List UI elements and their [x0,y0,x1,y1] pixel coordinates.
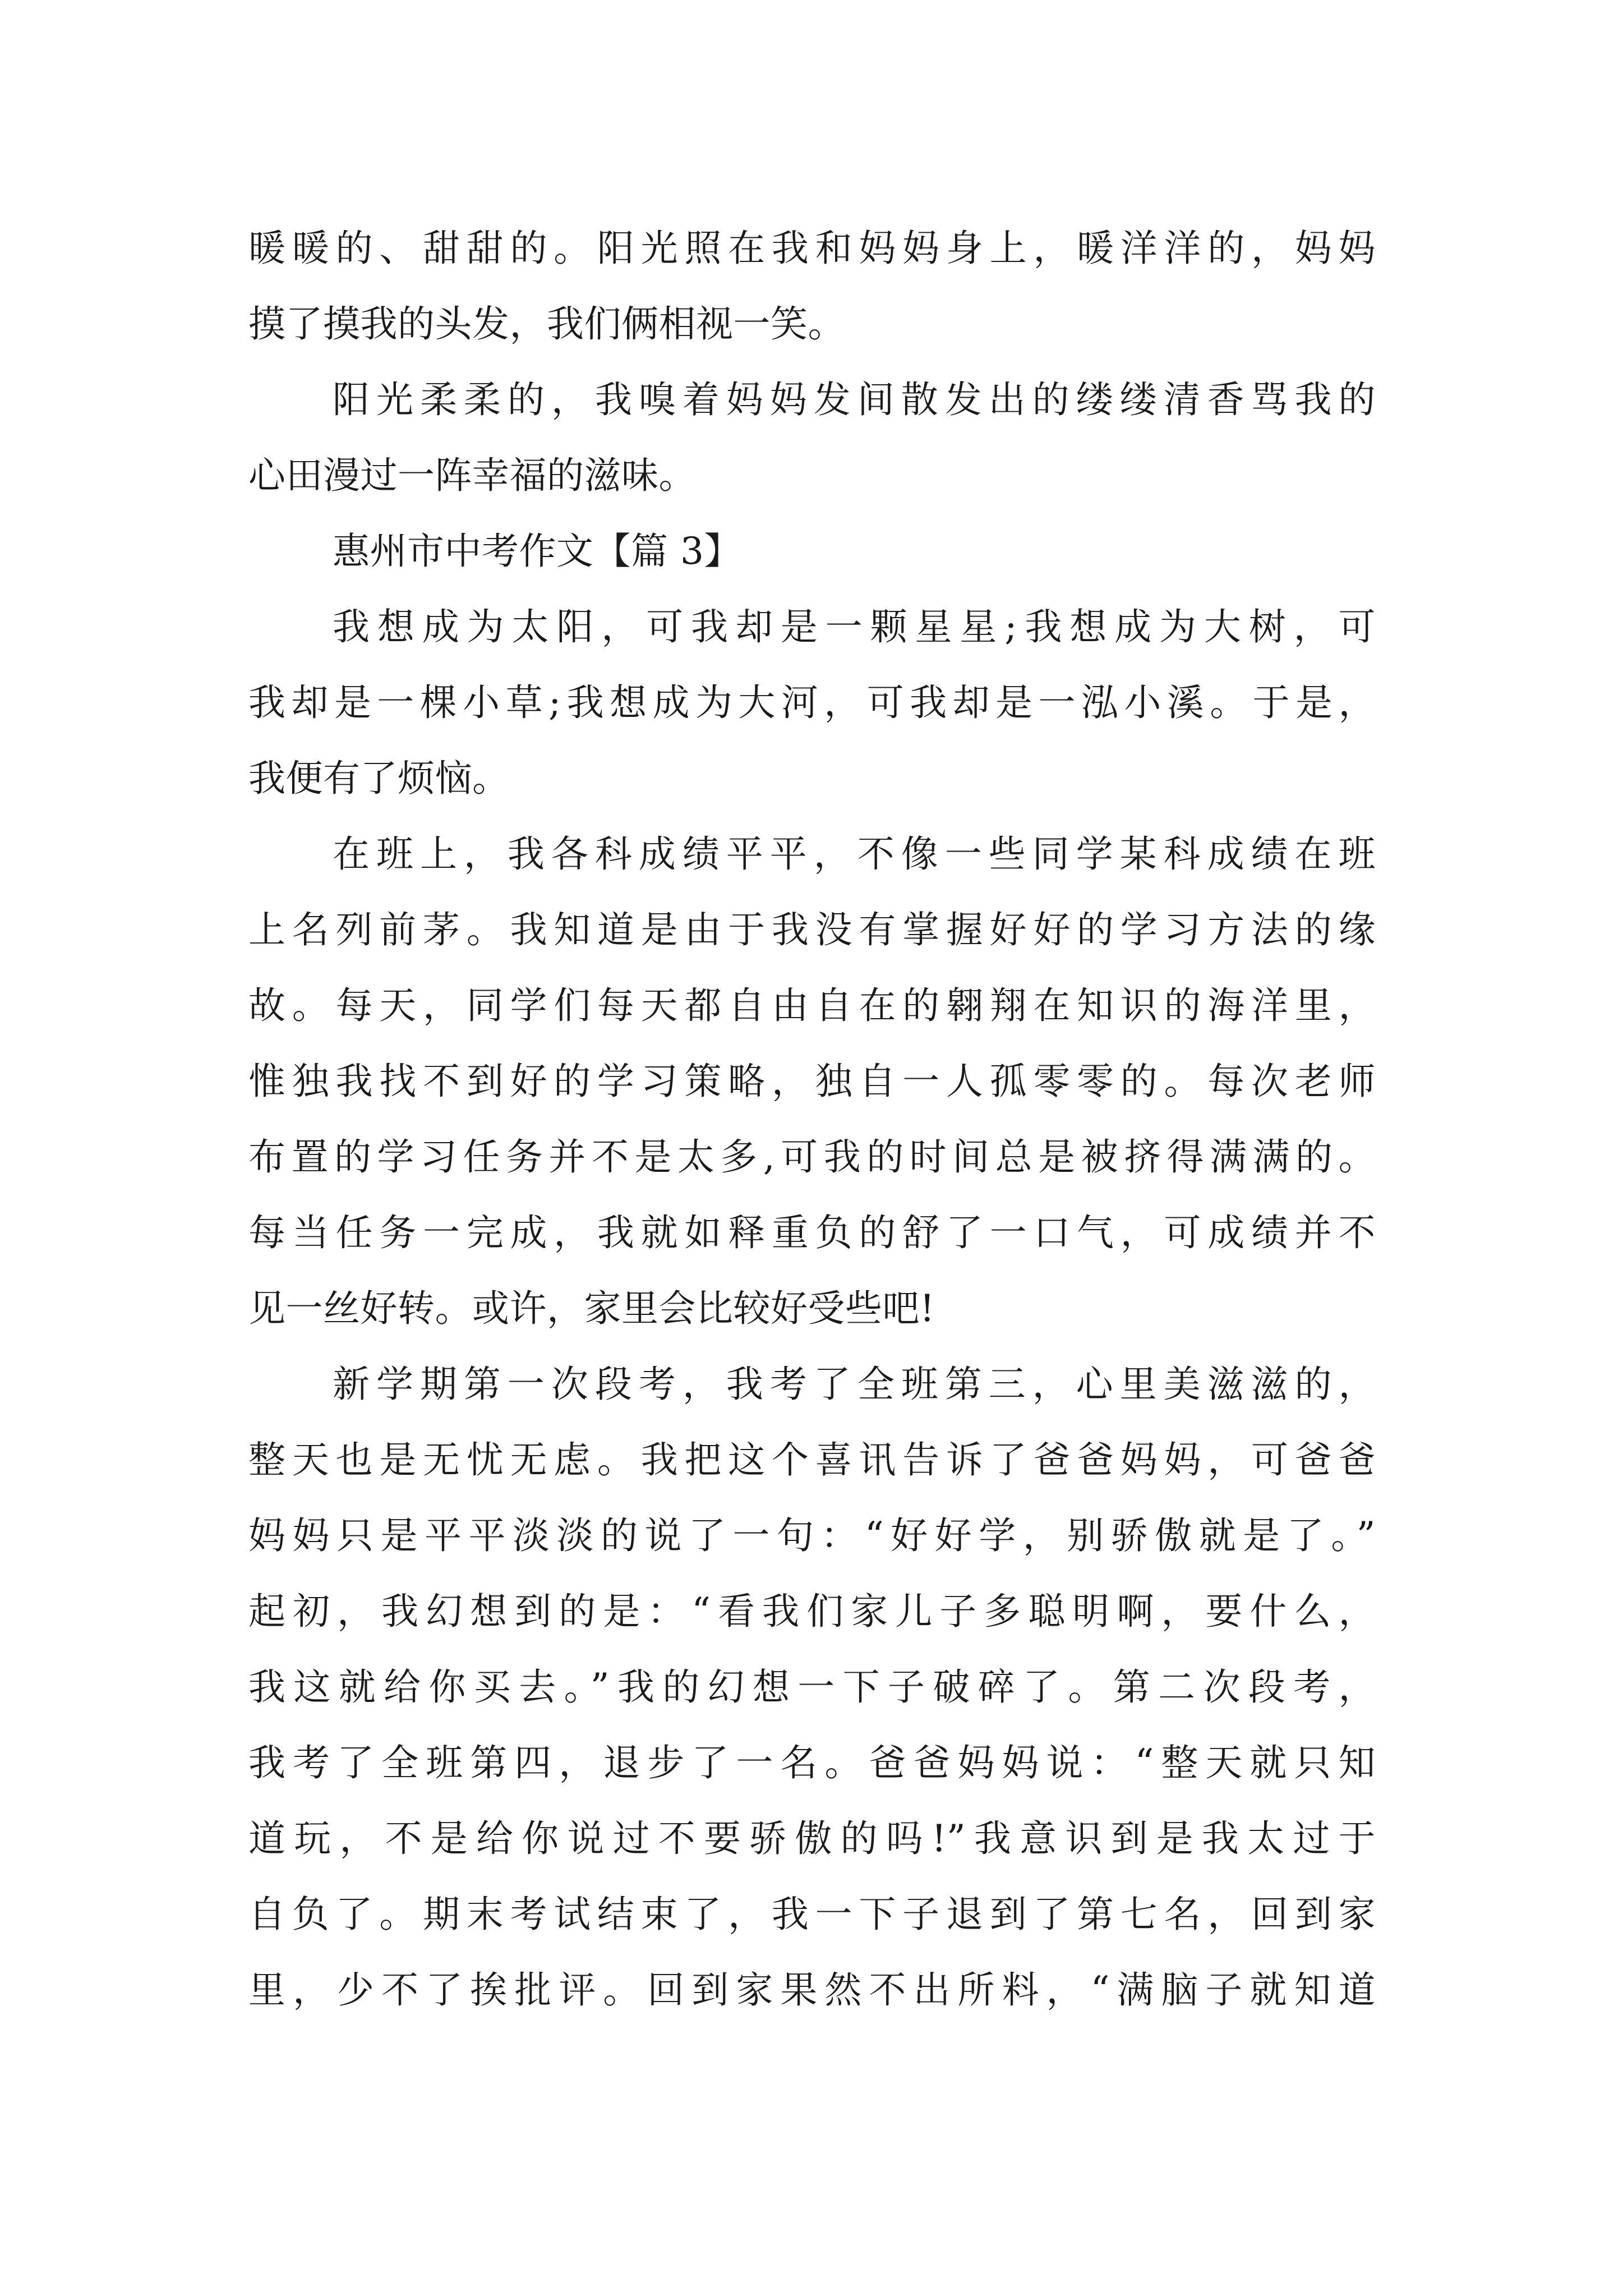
text-line: 新学期第一次段考，我考了全班第三，心里美滋滋的， [333,1363,1376,1406]
text-line: 妈妈只是平平淡淡的说了一句：“好好学，别骄傲就是了。” [248,1514,1376,1557]
text-line: 自负了。期末考试结束了，我一下子退到了第七名，回到家 [248,1893,1376,1936]
text-line: 我便有了烦恼。 [248,757,510,800]
text-line: 我这就给你买去。”我的幻想一下子破碎了。第二次段考， [248,1665,1376,1709]
essay-text [248,210,1376,2028]
text-line: 我考了全班第四，退步了一名。爸爸妈妈说：“整天就只知 [248,1741,1376,1784]
text-line: 摸了摸我的头发，我们俩相视一笑。 [248,302,845,346]
section-heading: 惠州市中考作文【篇 3】 [333,530,741,573]
text-line: 暖暖的、甜甜的。阳光照在我和妈妈身上，暖洋洋的，妈妈 [248,227,1376,270]
text-line: 我想成为太阳，可我却是一颗星星;我想成为大树，可 [333,605,1376,648]
text-line: 见一丝好转。或许，家里会比较好受些吧! [248,1287,935,1330]
text-line: 起初，我幻想到的是：“看我们家儿子多聪明啊，要什么， [248,1590,1376,1633]
text-line: 我却是一棵小草;我想成为大河，可我却是一泓小溪。于是， [248,681,1376,724]
text-line: 每当任务一完成，我就如释重负的舒了一口气，可成绩并不 [248,1211,1376,1254]
text-line: 整天也是无忧无虑。我把这个喜讯告诉了爸爸妈妈，可爸爸 [248,1438,1376,1481]
text-line: 阳光柔柔的，我嗅着妈妈发间散发出的缕缕清香骂我的 [333,378,1376,421]
text-line: 布置的学习任务并不是太多,可我的时间总是被挤得满满的。 [248,1135,1376,1179]
text-line: 故。每天，同学们每天都自由自在的翱翔在知识的海洋里， [248,984,1376,1027]
text-line: 惟独我找不到好的学习策略，独自一人孤零零的。每次老师 [248,1060,1376,1103]
text-line: 上名列前茅。我知道是由于我没有掌握好好的学习方法的缘 [248,908,1376,951]
text-line: 里，少不了挨批评。回到家果然不出所料，“满脑子就知道 [248,1968,1376,2012]
text-line: 在班上，我各科成绩平平，不像一些同学某科成绩在班 [333,832,1376,876]
text-line: 心田漫过一阵幸福的滋味。 [248,454,696,497]
text-line: 道玩，不是给你说过不要骄傲的吗!”我意识到是我太过于 [248,1817,1376,1860]
